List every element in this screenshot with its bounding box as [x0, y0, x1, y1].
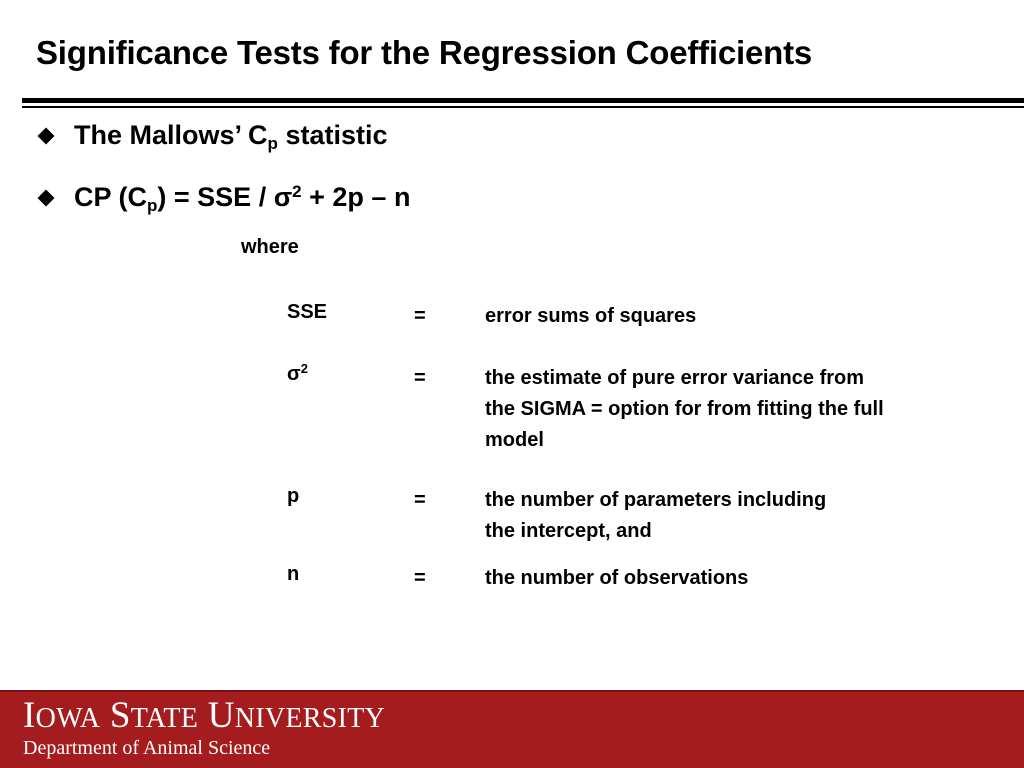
definition-description: [485, 301, 1015, 332]
formula-part-3: + 2p – n: [301, 182, 411, 212]
wordmark-letter: I: [23, 695, 36, 736]
formula-part-2: ) = SSE / σ: [157, 182, 293, 212]
formula-text: [74, 182, 410, 213]
definition-line: the number of parameters including: [485, 489, 827, 511]
formula-part-1: CP (C: [74, 182, 148, 212]
title-rule-thick: [22, 98, 1024, 103]
wordmark-smallcaps: OWA: [35, 703, 101, 734]
definition-description: [485, 363, 1015, 456]
university-wordmark: [23, 694, 385, 737]
wordmark-letter: U: [207, 695, 235, 736]
title-rule-thin: [22, 106, 1024, 108]
definition-term: [287, 563, 299, 586]
formula-subscript: p: [147, 196, 158, 215]
bullet-text: [74, 120, 387, 151]
definition-term: [287, 485, 299, 508]
footer-divider: [0, 690, 1024, 692]
definition-line: the number of observations: [485, 567, 749, 589]
wordmark-smallcaps: TATE: [130, 703, 199, 734]
definition-line: the estimate of pure error variance from: [485, 367, 865, 389]
diamond-bullet-icon: [38, 127, 55, 144]
wordmark-letter: S: [109, 695, 131, 736]
definition-line: model: [485, 429, 544, 451]
definition-line: error sums of squares: [485, 305, 697, 327]
definition-description: [485, 485, 1015, 547]
diamond-bullet-icon: [38, 189, 55, 206]
definition-equals: =: [414, 305, 426, 327]
bullet-subscript: p: [267, 134, 278, 153]
slide-title: Significance Tests for the Regression Coefficients: [36, 34, 813, 71]
department-name: Department of Animal Science: [23, 737, 271, 759]
definition-line: the intercept, and: [485, 520, 652, 542]
bullet-mallows: [36, 120, 387, 151]
definition-term-text: σ: [287, 363, 301, 385]
definition-term: [287, 301, 327, 324]
where-label: where: [241, 236, 299, 258]
definition-term-text: SSE: [287, 301, 328, 323]
bullet-formula: [36, 182, 410, 213]
definition-equals: =: [414, 489, 426, 511]
definition-term-sup: 2: [300, 361, 308, 376]
formula-superscript: 2: [292, 182, 302, 201]
definition-line: the SIGMA = option for from fitting the full: [485, 398, 884, 420]
wordmark-smallcaps: NIVERSITY: [234, 703, 386, 734]
definition-equals: =: [414, 367, 426, 389]
bullet-text-suffix: statistic: [277, 120, 388, 150]
definition-term-text: p: [287, 485, 300, 507]
definition-equals: =: [414, 567, 426, 589]
definition-description: [485, 563, 1015, 594]
bullet-text-prefix: The Mallows’ C: [74, 120, 268, 150]
definition-term: [287, 363, 308, 386]
definition-term-text: n: [287, 563, 300, 585]
